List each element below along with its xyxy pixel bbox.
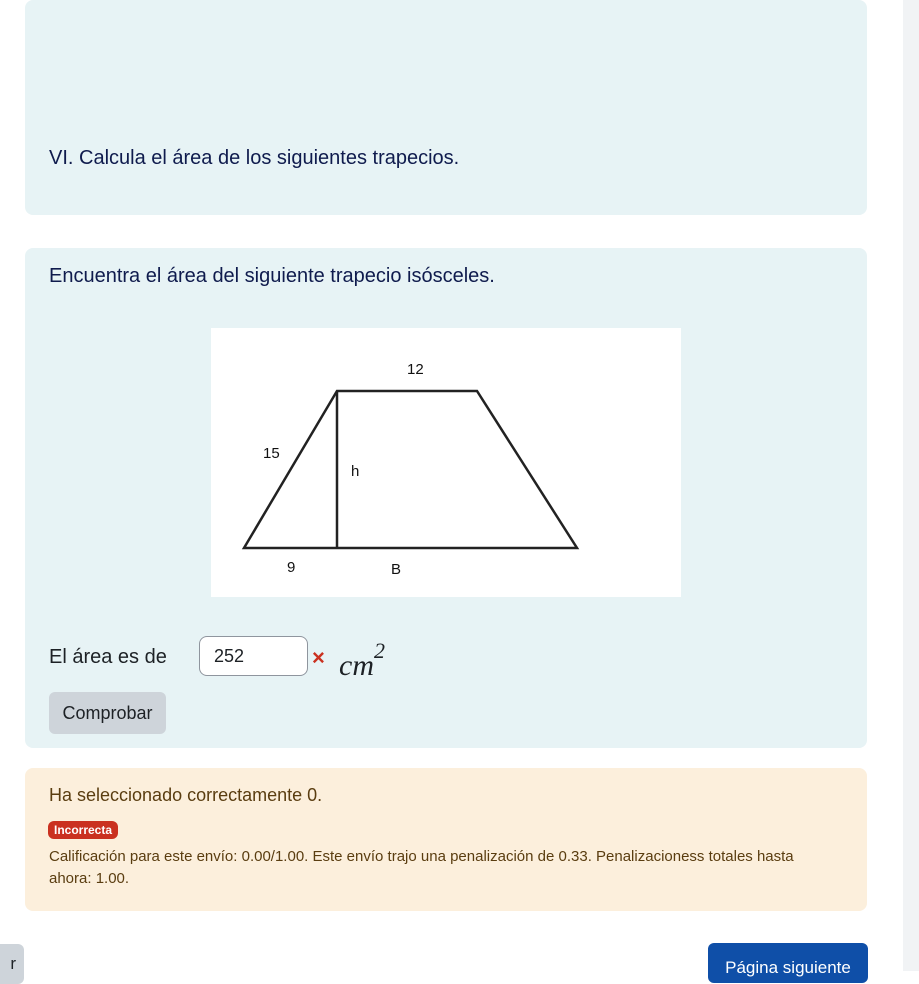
unit-label	[339, 638, 385, 683]
question-prompt: Encuentra el área del siguiente trapecio isósceles.	[49, 265, 495, 287]
next-page-button[interactable]: Página siguiente	[708, 943, 868, 983]
section-instruction: VI. Calcula el área de los siguientes trapecios.	[49, 147, 460, 169]
feedback-message: Ha seleccionado correctamente 0.	[49, 785, 323, 805]
question-card	[25, 248, 867, 748]
previous-page-button[interactable]	[0, 944, 24, 984]
previous-page-label: r	[10, 954, 16, 973]
trapezoid-figure	[211, 328, 681, 597]
cross-icon: ×	[312, 645, 325, 670]
check-button[interactable]: Comprobar	[49, 692, 166, 734]
label-height: h	[351, 463, 360, 480]
feedback-card	[25, 768, 867, 911]
unit-exponent: 2	[373, 638, 385, 663]
label-top: 12	[407, 361, 424, 378]
trapezoid-shape	[244, 391, 577, 548]
page-scrollbar[interactable]	[903, 0, 919, 971]
label-slant: 15	[263, 445, 280, 462]
answer-label: El área es de	[49, 646, 167, 668]
status-badge: Incorrecta	[48, 821, 118, 839]
unit-base: cm	[339, 649, 374, 682]
grade-text: Calificación para este envío: 0.00/1.00. Este envío trajo una penalización de 0.33. Penalizacioness totales hasta ahora: 1.00.	[49, 848, 794, 887]
label-base-left: 9	[287, 559, 296, 576]
answer-input[interactable]	[199, 636, 308, 676]
label-base: B	[391, 561, 402, 578]
answer-row	[49, 636, 549, 680]
section-card	[25, 0, 867, 215]
